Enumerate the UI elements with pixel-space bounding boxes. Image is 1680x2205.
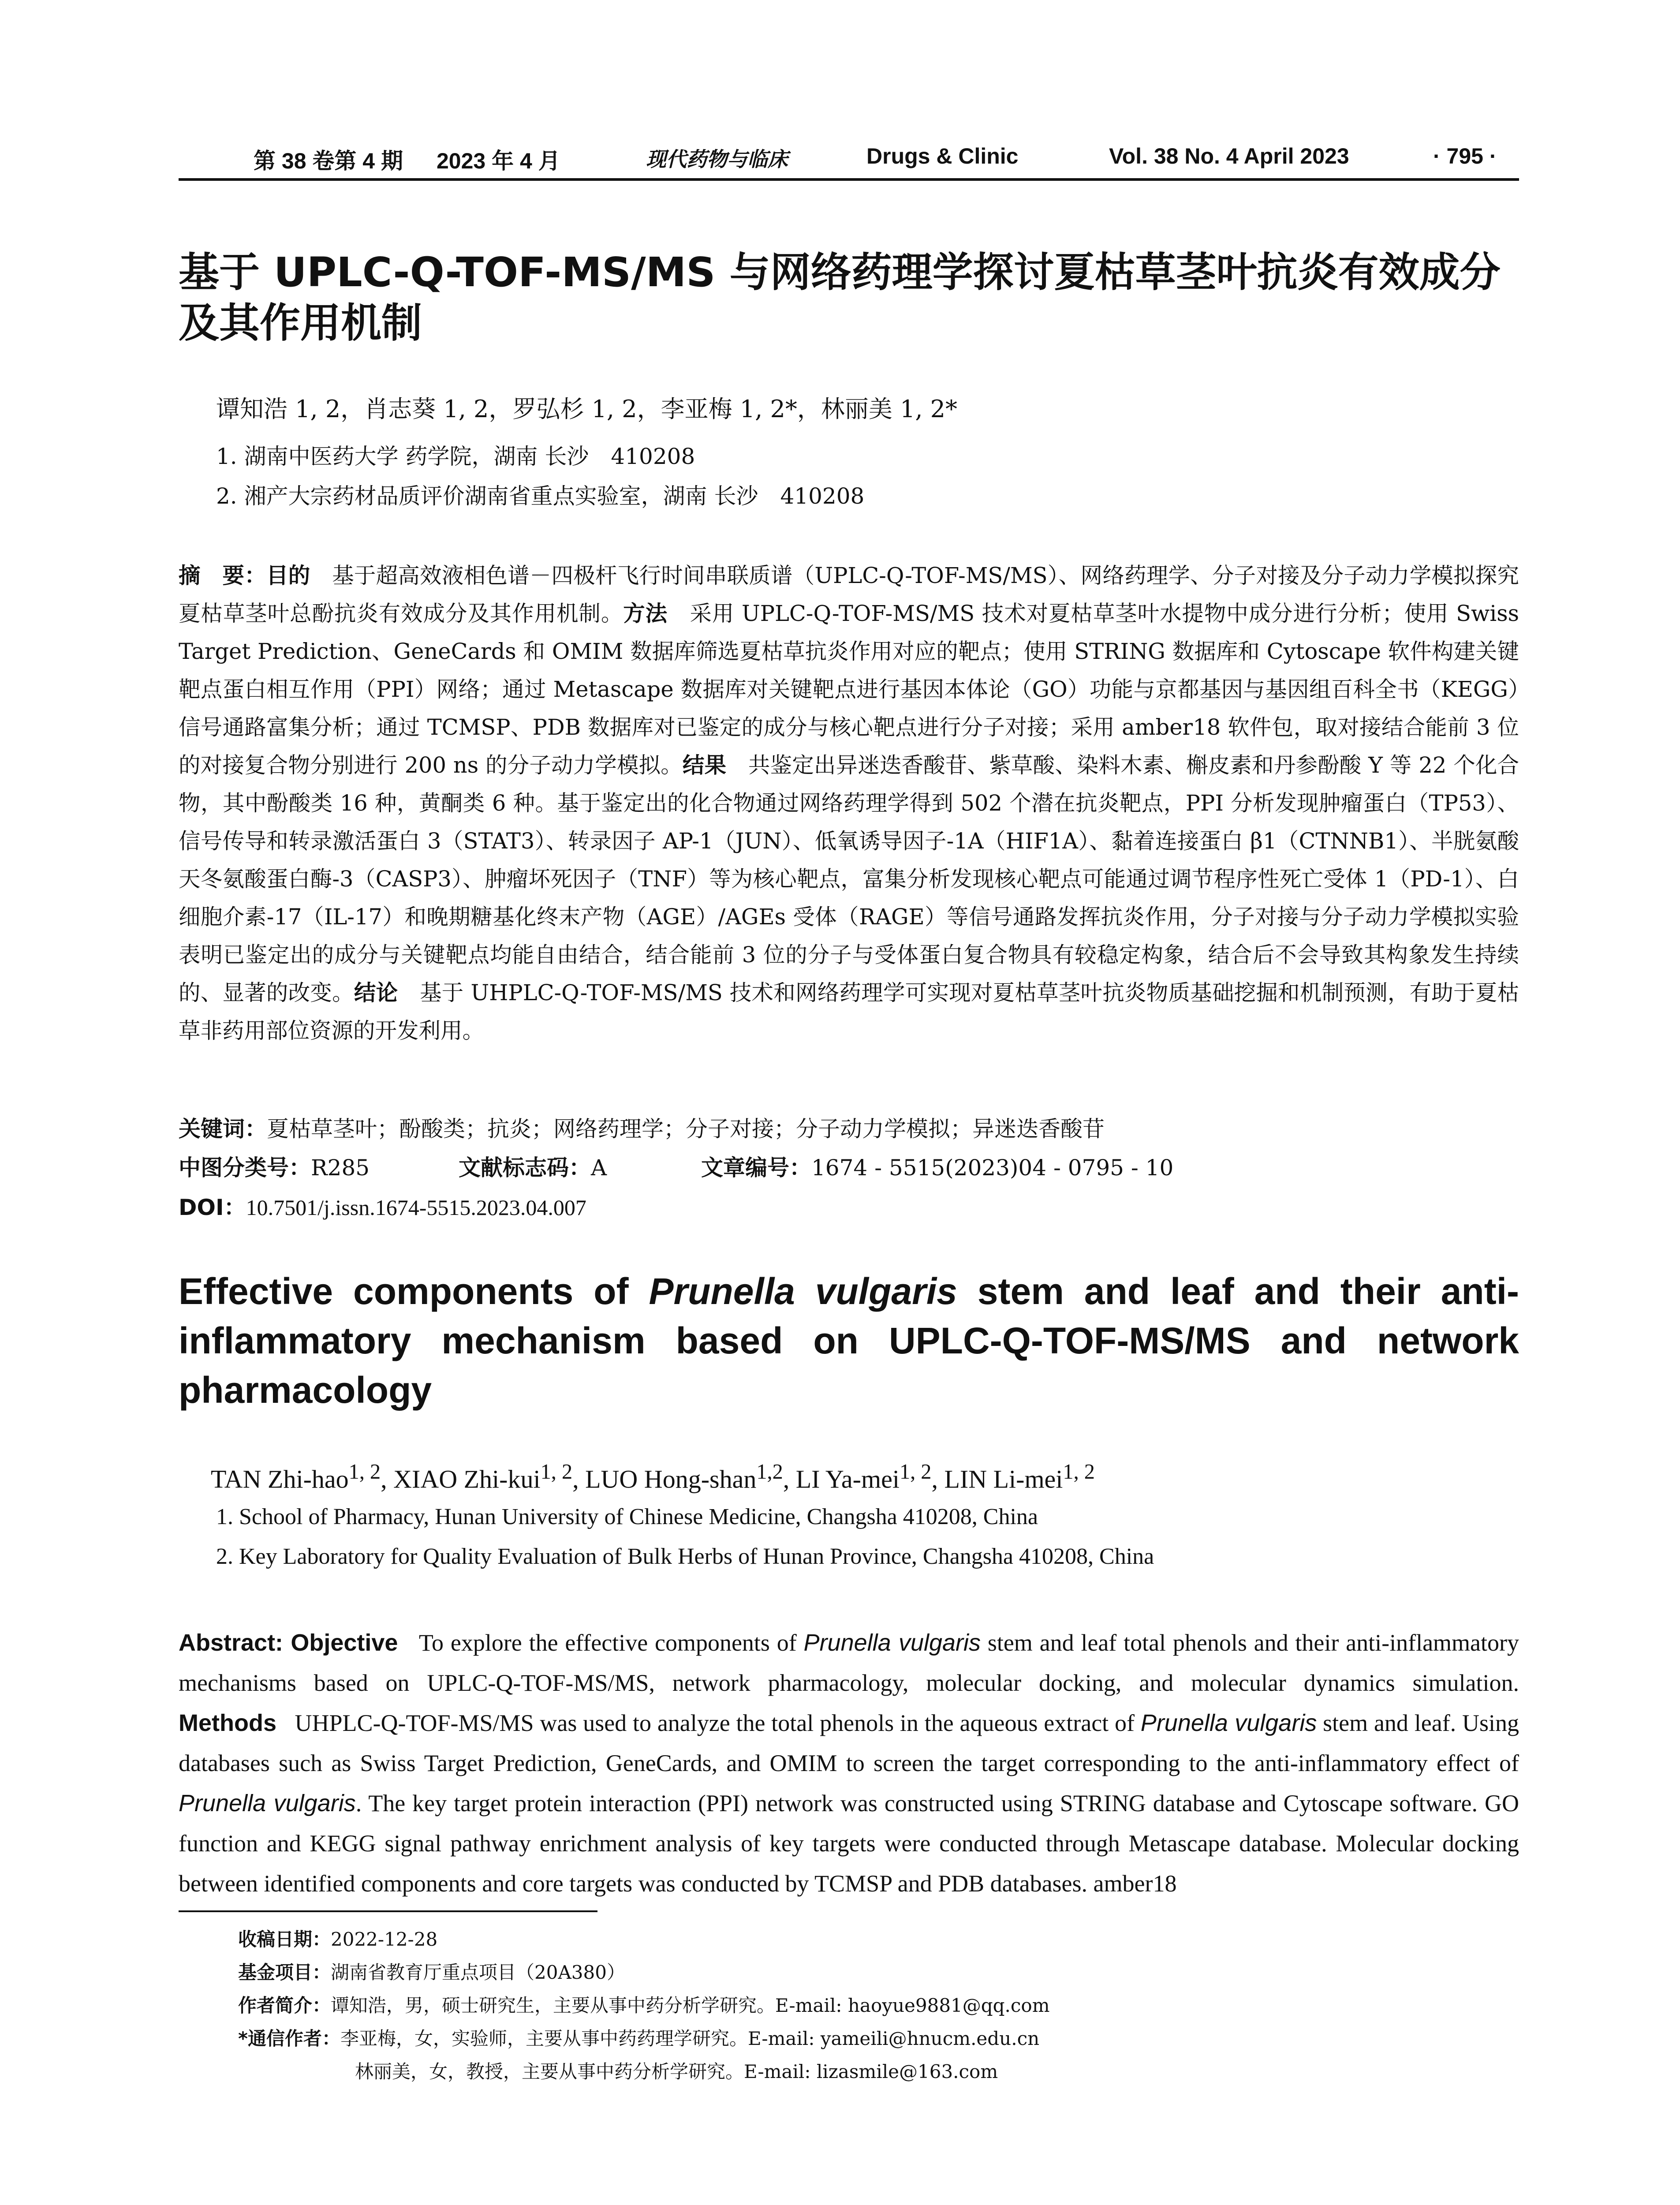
footnote-label: 基金项目： [238, 1962, 331, 1983]
document-code [459, 1150, 607, 1182]
abstract-en-methods-label: Methods [179, 1710, 276, 1736]
title-en-part1: Effective components of [179, 1271, 649, 1312]
abstract-en-objective-2: stem and leaf total phenols and their anti-inflammatory mechanisms based on UPLC-Q-TOF-MS/MS, network pharmacology, molecular docking, and molecular dynamics simulation. [179, 1629, 1519, 1696]
title-en-part2: stem and leaf and their anti-inflammatory mechanism based on UPLC-Q-TOF-MS/MS and network pharmacology [179, 1271, 1519, 1411]
results-text: 共鉴定出异迷迭香酸苷、紫草酸、染料木素、槲皮素和丹参酚酸 Y 等 22 个化合物，其中酚酸类 16 种，黄酮类 6 种。基于鉴定出的化合物通过网络药理学得到 502 个潜在抗炎靶点，PPI 分析发现肿瘤蛋白（TP53）、信号传导和转录激活蛋白 3（STAT3）、转录因子 AP-1（JUN）、低氧诱导因子-1A（HIF1A）、黏着连接蛋白 β1（CTNNB1）、半胱氨酸天冬氨酸蛋白酶-3（CASP3）、肿瘤坏死因子（TNF）等为核心靶点，富集分析发现核心靶点可能通过调节程序性死亡受体 1（PD-1）、白细胞介素-17（IL-17）和晚期糖基化终末产物（AGE）/AGEs 受体（RAGE）等信号通路发挥抗炎作用，分子对接与分子动力学模拟实验表明已鉴定出的成分与关键靶点均能自由结合，结合能前 3 位的分子与受体蛋白复合物具有较稳定构象，结合后不会导致其构象发生持续的、显著的改变。 [179, 752, 1519, 1005]
doc-label: 文献标志码： [459, 1155, 591, 1181]
doc-value: A [591, 1155, 607, 1181]
affiliation-en-2: 2. Key Laboratory for Quality Evaluation of Bulk Herbs of Hunan Province, Changsha 410208, China [216, 1544, 1154, 1569]
article-number [701, 1150, 1173, 1182]
header-volume-en: Vol. 38 No. 4 April 2023 [1109, 144, 1349, 168]
authors-zh: 谭知浩 1, 2，肖志葵 1, 2，罗弘杉 1, 2，李亚梅 1, 2*，林丽美 1, 2* [216, 395, 958, 423]
methods-text: 采用 UPLC-Q-TOF-MS/MS 技术对夏枯草茎叶水提物中成分进行分析；使用 Swiss Target Prediction、GeneCards 和 OMIM 数据库筛选夏枯草抗炎作用对应的靶点；使用 STRING 数据库和 Cytoscape 软件构建关键靶点蛋白相互作用（PPI）网络；通过 Metascape 数据库对关键靶点进行基因本体论（GO）功能与京都基因与基因组百科全书（KEGG）信号通路富集分析；通过 TCMSP、PDB 数据库对已鉴定的成分与核心靶点进行分子对接；采用 amber18 软件包，取对接结合能前 3 位的对接复合物分别进行 200 ns 的分子动力学模拟。 [179, 601, 1519, 778]
footnote-text: 谭知浩，男，硕士研究生，主要从事中药分析学研究。E-mail: haoyue9881@qq.com [331, 1995, 1050, 2016]
article-label: 文章编号： [701, 1155, 811, 1181]
header-journal-zh: 现代药物与临床 [646, 147, 788, 171]
keywords-text: 夏枯草茎叶；酚酸类；抗炎；网络药理学；分子对接；分子动力学模拟；异迷迭香酸苷 [267, 1116, 1105, 1142]
footnote-author-bio [238, 1991, 1050, 2018]
footnote-rule [179, 1910, 597, 1912]
affiliation-zh-2: 2. 湘产大宗药材品质评价湖南省重点实验室，湖南 长沙 410208 [216, 483, 865, 509]
author-en-name: LUO Hong-shan [585, 1465, 757, 1494]
footnote-label: 作者简介： [238, 1995, 331, 2016]
author-en-name: LIN Li-mei [944, 1465, 1063, 1494]
results-label: 结果 [682, 752, 727, 778]
author-en-name: LI Ya-mei [795, 1465, 900, 1494]
author-en-sup: 1,2 [756, 1460, 783, 1484]
doi-line [179, 1190, 586, 1222]
footnote-text: 2022-12-28 [331, 1928, 438, 1950]
doi-label: DOI： [179, 1195, 246, 1220]
header-date-zh: 2023 年 4 月 [437, 149, 560, 173]
classification-line [179, 1150, 370, 1182]
footnote-text: 李亚梅，女，实验师，主要从事中药药理学研究。E-mail: yameili@hnucm.edu.cn [340, 2028, 1040, 2049]
author-en-sup: 1, 2 [1063, 1460, 1095, 1484]
affiliation-en-1: 1. School of Pharmacy, Hunan University of Chinese Medicine, Changsha 410208, China [216, 1504, 1038, 1529]
objective-text: 基于超高效液相色谱－四极杆飞行时间串联质谱（UPLC-Q-TOF-MS/MS）、网络药理学、分子对接及分子动力学模拟探究夏枯草茎叶总酚抗炎有效成分及其作用机制。 [179, 563, 1519, 626]
footnote-received [238, 1925, 437, 1951]
species-name: Prunella vulgaris [1140, 1710, 1317, 1736]
author-en-name: TAN Zhi-hao [211, 1465, 349, 1494]
objective-label: 目的 [266, 563, 310, 588]
article-value: 1674 - 5515(2023)04 - 0795 - 10 [811, 1155, 1174, 1181]
authors-en: TAN Zhi-hao$^{1, 2}$, XIAO Zhi-kui$^{1, 2}$, LUO Hong-shan$^{1,2}$, LI Ya-mei$^{1, 2}$, LIN Li-mei$^{1, 2}$ [211, 1460, 1095, 1494]
abstract-zh [179, 557, 1519, 1050]
abstract-en-methods-1: UHPLC-Q-TOF-MS/MS was used to analyze the total phenols in the aqueous extract of [295, 1710, 1141, 1736]
abstract-zh-label: 摘 要： [179, 563, 266, 588]
clc-value: R285 [311, 1155, 370, 1181]
footnote-funding [238, 1958, 625, 1984]
title-zh: 基于 UPLC-Q-TOF-MS/MS 与网络药理学探讨夏枯草茎叶抗炎有效成分及其作用机制 [179, 249, 1501, 347]
title-en [179, 1267, 1519, 1415]
conclusion-text: 基于 UHPLC-Q-TOF-MS/MS 技术和网络药理学可实现对夏枯草茎叶抗炎物质基础挖掘和机制预测，有助于夏枯草非药用部位资源的开发利用。 [179, 980, 1519, 1043]
abstract-en [179, 1623, 1519, 1904]
title-en-species: Prunella vulgaris [649, 1271, 957, 1312]
author-en-name: XIAO Zhi-kui [393, 1465, 541, 1494]
author-en-sup: 1, 2 [899, 1460, 932, 1484]
species-name: Prunella vulgaris [803, 1629, 981, 1656]
header-rule [179, 178, 1519, 181]
author-en-sup: 1, 2 [540, 1460, 573, 1484]
methods-label: 方法 [623, 601, 668, 626]
doi-value[interactable]: 10.7501/j.issn.1674-5515.2023.04.007 [246, 1195, 586, 1220]
footnote-corresponding [238, 2024, 1039, 2051]
footnote-text: 湖南省教育厅重点项目（20A380） [331, 1962, 625, 1983]
header-page-number: · 795 · [1433, 144, 1497, 168]
footnote-label: *通信作者： [238, 2028, 340, 2049]
footnote-text: 林丽美，女，教授，主要从事中药分析学研究。E-mail: lizasmile@163.com [355, 2061, 998, 2082]
keywords-label: 关键词： [179, 1116, 267, 1142]
affiliation-zh-1: 1. 湖南中医药大学 药学院，湖南 长沙 410208 [216, 444, 695, 469]
header-volume-zh: 第 38 卷第 4 期 [254, 149, 403, 173]
abstract-en-methods-2: stem and leaf. Using databases such as Swiss Target Prediction, GeneCards, and OMIM to screen the target corresponding to the anti-inflammatory effect of [179, 1710, 1519, 1776]
footnote-label: 收稿日期： [238, 1928, 331, 1950]
abstract-en-objective-1: To explore the effective components of [418, 1629, 804, 1656]
header-journal-en: Drugs & Clinic [866, 144, 1019, 168]
abstract-en-label: Abstract: Objective [179, 1629, 398, 1656]
author-en-sup: 1, 2 [348, 1460, 381, 1484]
footnote-corresponding-2 [355, 2057, 998, 2084]
abstract-en-methods-3: . The key target protein interaction (PPI) network was constructed using STRING database and Cytoscape software. GO function and KEGG signal pathway enrichment analysis of key targets were conducted through Metascape database. Molecular docking between identified components and core targets was conducted by TCMSP and PDB databases. amber18 [179, 1790, 1519, 1897]
conclusion-label: 结论 [354, 980, 398, 1005]
clc-label: 中图分类号： [179, 1155, 311, 1181]
keywords-zh [179, 1111, 1105, 1143]
species-name: Prunella vulgaris [179, 1790, 356, 1816]
